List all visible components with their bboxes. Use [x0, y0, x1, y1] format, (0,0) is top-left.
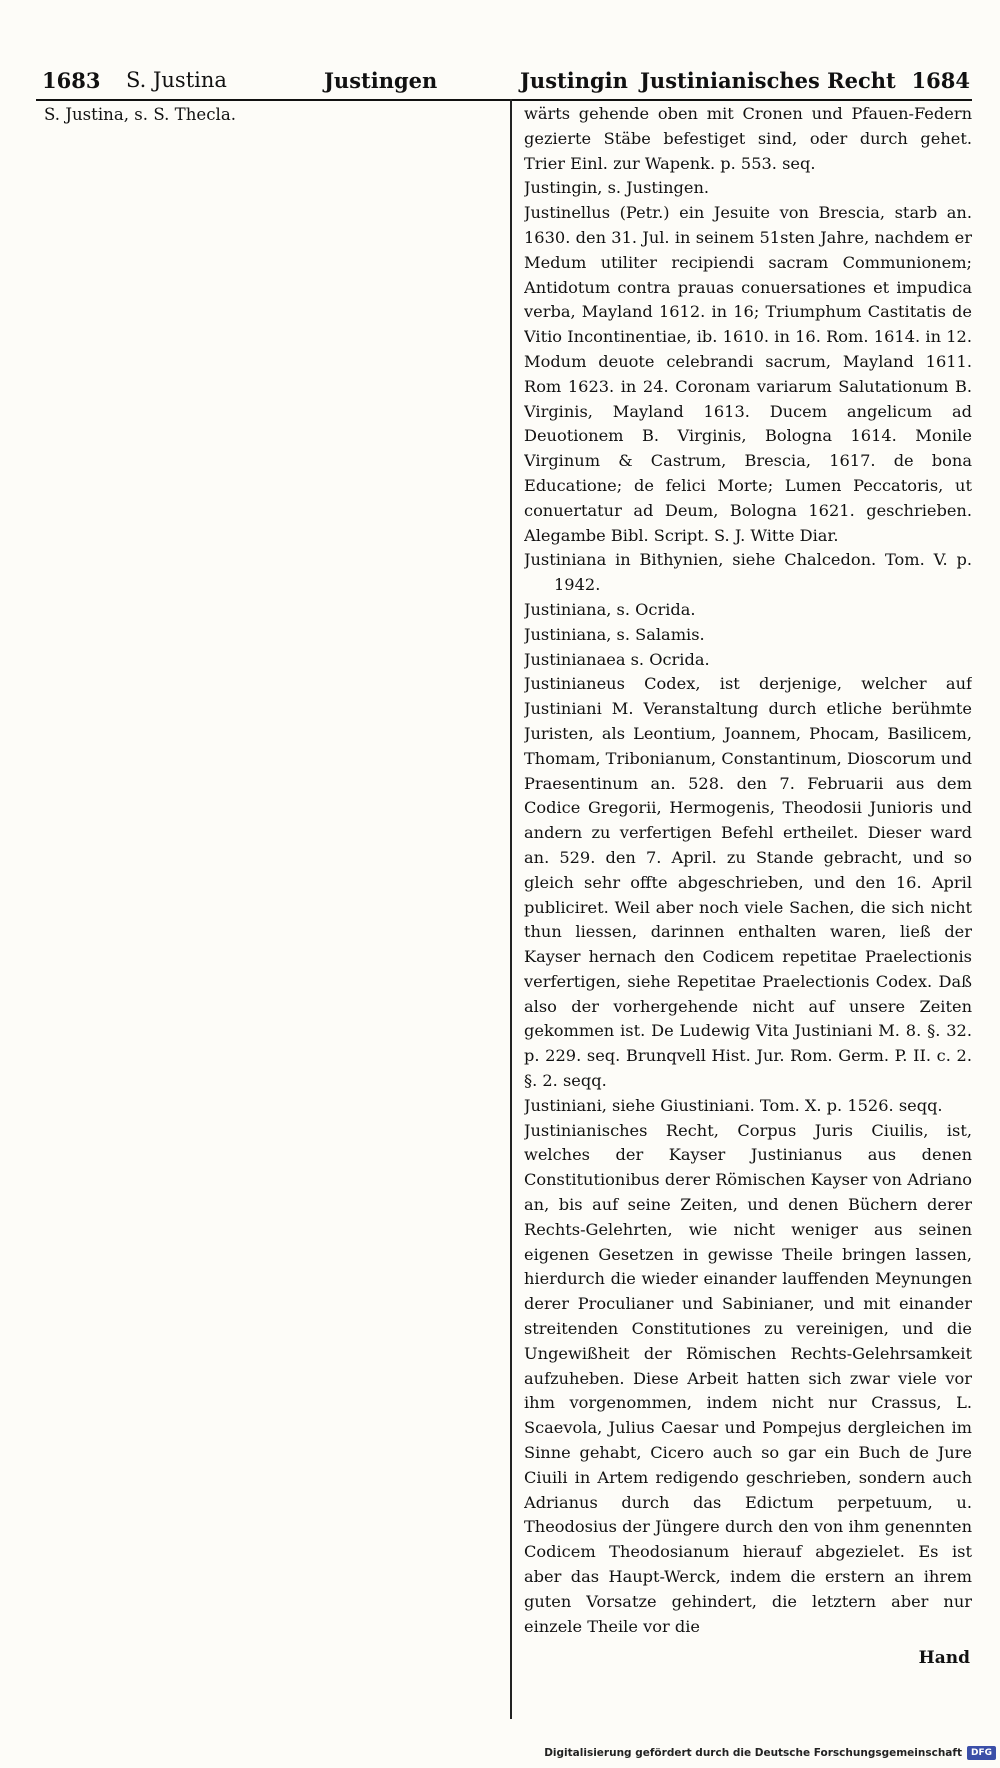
- entry: Justinellus (Petr.) ein Jesuite von Brescia, starb an. 1630. den 31. Jul. in seinem 51sten Jahre, nachdem er Medum utiliter recipiendi sacram Communionem; Antidotum contra prauas conuersationes et impudica verba, Mayland 1612. in 16; Triumphum Castitatis de Vitio Incontinentiae, ib. 1610. in 16. Rom. 1614. in 12. Modum deuote celebrandi sacrum, Mayland 1611. Rom 1623. in 24. Coronam variarum Salutationum B. Virginis, Mayland 1613. Ducem angelicum ad Deuotionem B. Virginis, Bologna 1614. Monile Virginum & Castrum, Brescia, 1617. de bona Educatione; de felici Morte; Lumen Peccatoris, ut conuertatur ad Deum, Bologna 1621. geschrieben. Alegambe Bibl. Script. S. J. Witte Diar.: [524, 203, 972, 545]
- dfg-logo-icon: DFG: [967, 1746, 996, 1760]
- entry: wärts gehende oben mit Cronen und Pfauen-Federn gezierte Stäbe befestiget sind, oder durch gehet. Trier Einl. zur Wapenk. p. 553. seq.: [524, 104, 972, 173]
- entry: Justingin, s. Justingen.: [524, 178, 710, 198]
- catchword: Hand: [918, 1648, 970, 1668]
- entry: Justinianisches Recht, Corpus Juris Ciuilis, ist, welches der Kayser Justinianus aus denen Constitutionibus derer Römischen Kayser von Adriano an, bis auf seine Zeiten, und denen Büchern derer Rechts-Gelehrten, wie nicht weniger aus seinen eigenen Gesetzen in gewisse Theile bringen lassen, hierdurch die wieder einander lauffenden Meynungen derer Proculianer und Sabinianer, und mit einander streitenden Constitutiones zu vereinigen, und die Ungewißheit der Römischen Rechts-Gelehrsamkeit aufzuheben. Diese Arbeit hatten sich zwar viele vor ihm vorgenommen, indem nicht nur Crassus, L. Scaevola, Julius Caesar und Pompejus dergleichen im Sinne gehabt, Cicero auch so gar ein Buch de Jure Ciuili in Artem redigendo geschrieben, sondern auch Adrianus durch das Edictum perpetuum, u. Theodosius der Jüngere durch den von ihm genennten Codicem Theodosianum hierauf abgezielet. Es ist aber das Haupt-Werck, indem die erstern an ihrem guten Vorsatze gehindert, die letztern aber nur einzele Theile vor die: [524, 1120, 972, 1636]
- entry: Justiniana in Bithynien, siehe Chalcedon. Tom. V. p. 1942.: [524, 550, 972, 595]
- header-right-keyword-2: Justinianisches Recht: [640, 68, 896, 93]
- entry: Justiniana, s. Salamis.: [524, 624, 705, 644]
- column-divider: [510, 99, 512, 1719]
- entry: S. Justina, s. S. Thecla.: [44, 105, 237, 124]
- running-header: [36, 60, 972, 100]
- header-left-keyword-1: S. Justina: [126, 68, 227, 92]
- entry: Justinianaea s. Ocrida.: [524, 649, 710, 669]
- left-column: [44, 102, 500, 1730]
- entry: Justiniana, s. Ocrida.: [524, 599, 696, 619]
- footer-text: Digitalisierung gefördert durch die Deutsche Forschungsgemeinschaft: [544, 1747, 962, 1759]
- header-left-keyword-2: Justingen: [324, 68, 438, 93]
- entry: Justinianeus Codex, ist derjenige, welcher auf Justiniani M. Veranstaltung durch etliche berühmte Juristen, als Leontium, Joannem, Phocam, Basilicem, Thomam, Tribonianum, Constantinum, Dioscorum und Praesentinum an. 528. den 7. Februarii aus dem Codice Gregorii, Hermogenis, Theodosii Junioris und andern zu verfertigen Befehl ertheilet. Dieser ward an. 529. den 7. April. zu Stande gebracht, und so gleich sehr offte abgeschrieben, und den 16. April publiciret. Weil aber noch viele Sachen, die sich nicht thun liessen, darinnen enthalten waren, ließ der Kayser hernach den Codicem repetitae Praelectionis verfertigen, siehe Repetitae Praelectionis Codex. Daß also der vorhergehende nicht auf unsere Zeiten gekommen ist. De Ludewig Vita Justiniani M. 8. §. 32. p. 229. seq. Brunqvell Hist. Jur. Rom. Germ. P. II. c. 2. §. 2. seqq.: [524, 674, 972, 1091]
- header-right-keyword-1: Justingin: [520, 68, 628, 93]
- page-number-left: 1683: [42, 68, 101, 93]
- header-rule: [36, 99, 972, 101]
- page-number-right: 1684: [911, 68, 970, 93]
- digitization-footer: [0, 1742, 996, 1764]
- entry: Justiniani, siehe Giustiniani. Tom. X. p. 1526. seqq.: [524, 1095, 943, 1115]
- right-column: [524, 102, 972, 1652]
